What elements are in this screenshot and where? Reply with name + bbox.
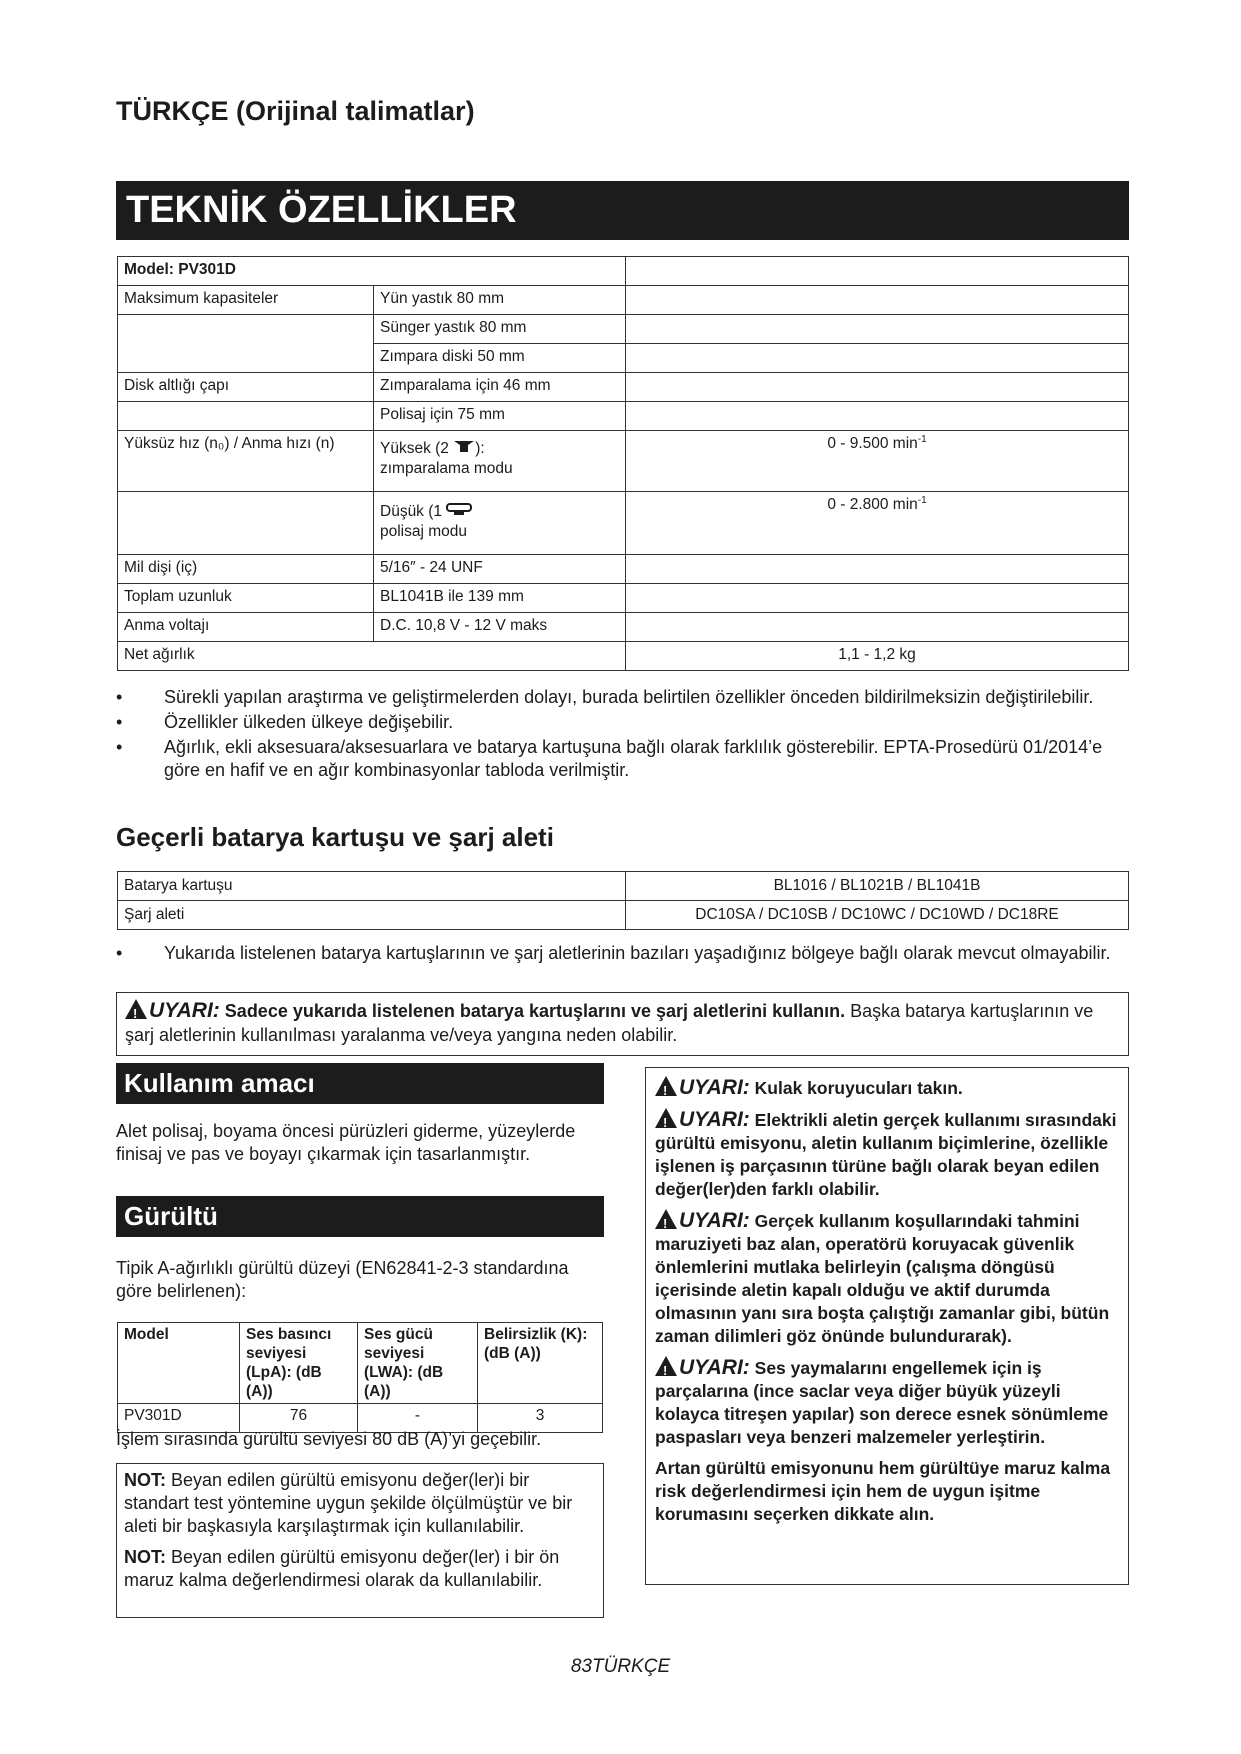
spec-subvalue: BL1041B ile 139 mm xyxy=(374,584,626,613)
page-number: 83 xyxy=(570,1656,592,1677)
list-item: • Yukarıda listelenen batarya kartuşlarının ve şarj aletlerinin bazıları yaşadığınız bölgeye bağlı olarak mevcut olmayabilir. xyxy=(116,943,1111,963)
charger-label: Şarj aleti xyxy=(118,901,626,930)
column-header: Model xyxy=(118,1323,240,1404)
high-mode-label: zımparalama modu xyxy=(380,460,513,477)
noise-intro: Tipik A-ağırlıklı gürültü düzeyi (EN62841-2-3 standardına göre belirlenen): xyxy=(116,1258,569,1301)
battery-warning-box: !UYARI: Sadece yukarıda listelenen batarya kartuşlarını ve şarj aletlerini kullanın. Başka batarya kartuşlarının ve şarj aletlerinin kullanılması yaralanma ve/veya yangına neden olabilir. xyxy=(116,992,1129,1056)
table-cell: 76 xyxy=(240,1404,358,1433)
column-header: Ses basıncı seviyesi (LpA): (dB (A)) xyxy=(240,1323,358,1404)
spec-subvalue: Zımparalama için 46 mm xyxy=(374,373,626,402)
table-row xyxy=(118,286,1129,315)
warning-icon xyxy=(655,1209,677,1229)
table-row xyxy=(118,492,1129,555)
battery-notes-list xyxy=(116,942,1136,967)
high-speed-value: 0 - 9.500 $\min^{-1}$ xyxy=(626,431,1129,492)
spec-label: Net ağırlık xyxy=(118,642,626,671)
warning-icon xyxy=(655,1356,677,1376)
table-row xyxy=(118,555,1129,584)
column-header: Belirsizlik (K): (dB (A)) xyxy=(478,1323,603,1404)
spec-notes-list xyxy=(116,686,1136,784)
footer-language: TÜRKÇE xyxy=(592,1656,671,1677)
spec-table xyxy=(117,256,1129,671)
list-item: • Özellikler ülkeden ülkeye değişebilir. xyxy=(116,712,454,732)
speed-high-cell: Yüksek (2 ): zımparalama modu xyxy=(374,431,626,492)
battery-label: Batarya kartuşu xyxy=(118,872,626,901)
intended-use-title: Kullanım amacı xyxy=(116,1063,604,1104)
noise-table xyxy=(117,1322,603,1433)
table-row xyxy=(118,315,1129,344)
table-row xyxy=(118,402,1129,431)
page-language-title: TÜRKÇE (Orijinal talimatlar) xyxy=(116,96,475,126)
list-item: • Ağırlık, ekli aksesuara/aksesuarlara ve batarya kartuşuna bağlı olarak farklılık gösterebilir. EPTA-Prosedürü 01/2014’e göre en hafif ve en ağır kombinasyonlar tabloda verilmiştir. xyxy=(116,737,1103,780)
noise-note-box: NOT: Beyan edilen gürültü emisyonu değer(ler)i bir standart test yöntemine uygun şekilde ölçülmüştür ve bir aleti bir başkasıyla karşılaştırmak için kullanılabilir. NOT: Beyan edilen gürültü emisyonu değer(ler) i bir ön maruz kalma değerlendirmesi olarak da kullanılabilir. xyxy=(116,1463,604,1618)
charger-value: DC10SA / DC10SB / DC10WC / DC10WD / DC18RE xyxy=(626,901,1129,930)
spec-label: Yüksüz hız (n₀) / Anma hızı (n) xyxy=(118,431,374,492)
low-speed-value: 0 - 2.800 $\min^{-1}$ xyxy=(626,492,1129,555)
table-cell: - xyxy=(358,1404,478,1433)
section-title-bar: TEKNİK ÖZELLİKLER xyxy=(116,181,1129,240)
intended-use-text: Alet polisaj, boyama öncesi pürüzleri giderme, yüzeylerde finisaj ve pas ve boyayı çıkarmak için tasarlanmıştır. xyxy=(116,1121,576,1164)
low-mode-label: polisaj modu xyxy=(380,523,468,540)
noise-exceed-text: İşlem sırasında gürültü seviyesi 80 dB (A)’yi geçebilir. xyxy=(116,1429,542,1449)
column-header: Ses gücü seviyesi (LWA): (dB (A)) xyxy=(358,1323,478,1404)
spec-subvalue: Polisaj için 75 mm xyxy=(374,402,626,431)
battery-section-title: Geçerli batarya kartuşu ve şarj aleti xyxy=(116,822,554,852)
warning-icon xyxy=(655,1076,677,1096)
table-row xyxy=(118,872,1129,901)
table-row xyxy=(118,1323,603,1404)
table-row xyxy=(118,901,1129,930)
spec-subvalue: Yün yastık 80 mm xyxy=(374,286,626,315)
battery-value: BL1016 / BL1021B / BL1041B xyxy=(626,872,1129,901)
table-row xyxy=(118,344,1129,373)
sanding-mode-icon xyxy=(453,439,475,453)
table-row xyxy=(118,584,1129,613)
table-row xyxy=(118,613,1129,642)
list-item: • Sürekli yapılan araştırma ve geliştirmelerden dolayı, burada belirtilen özellikler önceden bildirilmeksizin değiştirilebilir. xyxy=(116,687,1094,707)
table-row xyxy=(118,642,1129,671)
spec-label: Mil dişi (iç) xyxy=(118,555,374,584)
spec-label: Disk altlığı çapı xyxy=(118,373,374,402)
page-footer xyxy=(0,1656,1241,1678)
spec-subvalue: D.C. 10,8 V - 12 V maks xyxy=(374,613,626,642)
spec-subvalue: Zımpara diski 50 mm xyxy=(374,344,626,373)
weight-value: 1,1 - 1,2 kg xyxy=(626,642,1129,671)
noise-title: Gürültü xyxy=(116,1196,604,1237)
noise-warning-box: !UYARI: Kulak koruyucuları takın. !UYARI: Elektrikli aletin gerçek kullanımı sırasındaki gürültü emisyonu, aletin kullanım biçimlerine, özellikle işlenen iş parçasının türüne bağlı olarak beyan edilen değer(ler)den farklı olabilir. !UYARI: Gerçek kullanım koşullarındaki tahmini maruziyeti baz alan, operatörü koruyacak güvenlik önlemlerini mutlaka belirleyin (çalışma döngüsü içerisinde aletin kapalı olduğu ve aktif durumda olmasının yanı sıra boşta çalıştığı zamanlar gibi, bütün zaman dilimleri göz önünde bulundurarak). !UYARI: Ses yaymalarını engellemek için iş parçalarına (ince saclar veya diğer büyük yüzeyli kolayca titreşen yapılar) son derece esnek sönümleme paspasları veya benzeri malzemeler yerleştirin. Artan gürültü emisyonunu hem gürültüye maruz kalma risk değerlendirmesi için hem de uygun işitme korumasını seçerken dikkate alın. xyxy=(645,1067,1129,1585)
spec-subvalue: 5/16″ - 24 UNF xyxy=(374,555,626,584)
spec-label: Maksimum kapasiteler xyxy=(118,286,374,315)
spec-subvalue: Sünger yastık 80 mm xyxy=(374,315,626,344)
table-row xyxy=(118,431,1129,492)
table-cell: PV301D xyxy=(118,1404,240,1433)
battery-table xyxy=(117,871,1129,930)
spec-model: Model: PV301D xyxy=(118,257,626,286)
table-row xyxy=(118,257,1129,286)
speed-low-cell: Düşük (1 polisaj modu xyxy=(374,492,626,555)
spec-label: Toplam uzunluk xyxy=(118,584,374,613)
table-row xyxy=(118,373,1129,402)
final-warning-text: Artan gürültü emisyonunu hem gürültüye maruz kalma risk değerlendirmesi için hem de uygun işitme korumasını seçerken dikkate alın. xyxy=(655,1458,1111,1524)
warning-icon xyxy=(655,1108,677,1128)
polishing-mode-icon xyxy=(446,502,472,516)
table-cell: 3 xyxy=(478,1404,603,1433)
spec-label: Anma voltajı xyxy=(118,613,374,642)
warning-icon xyxy=(125,999,147,1019)
